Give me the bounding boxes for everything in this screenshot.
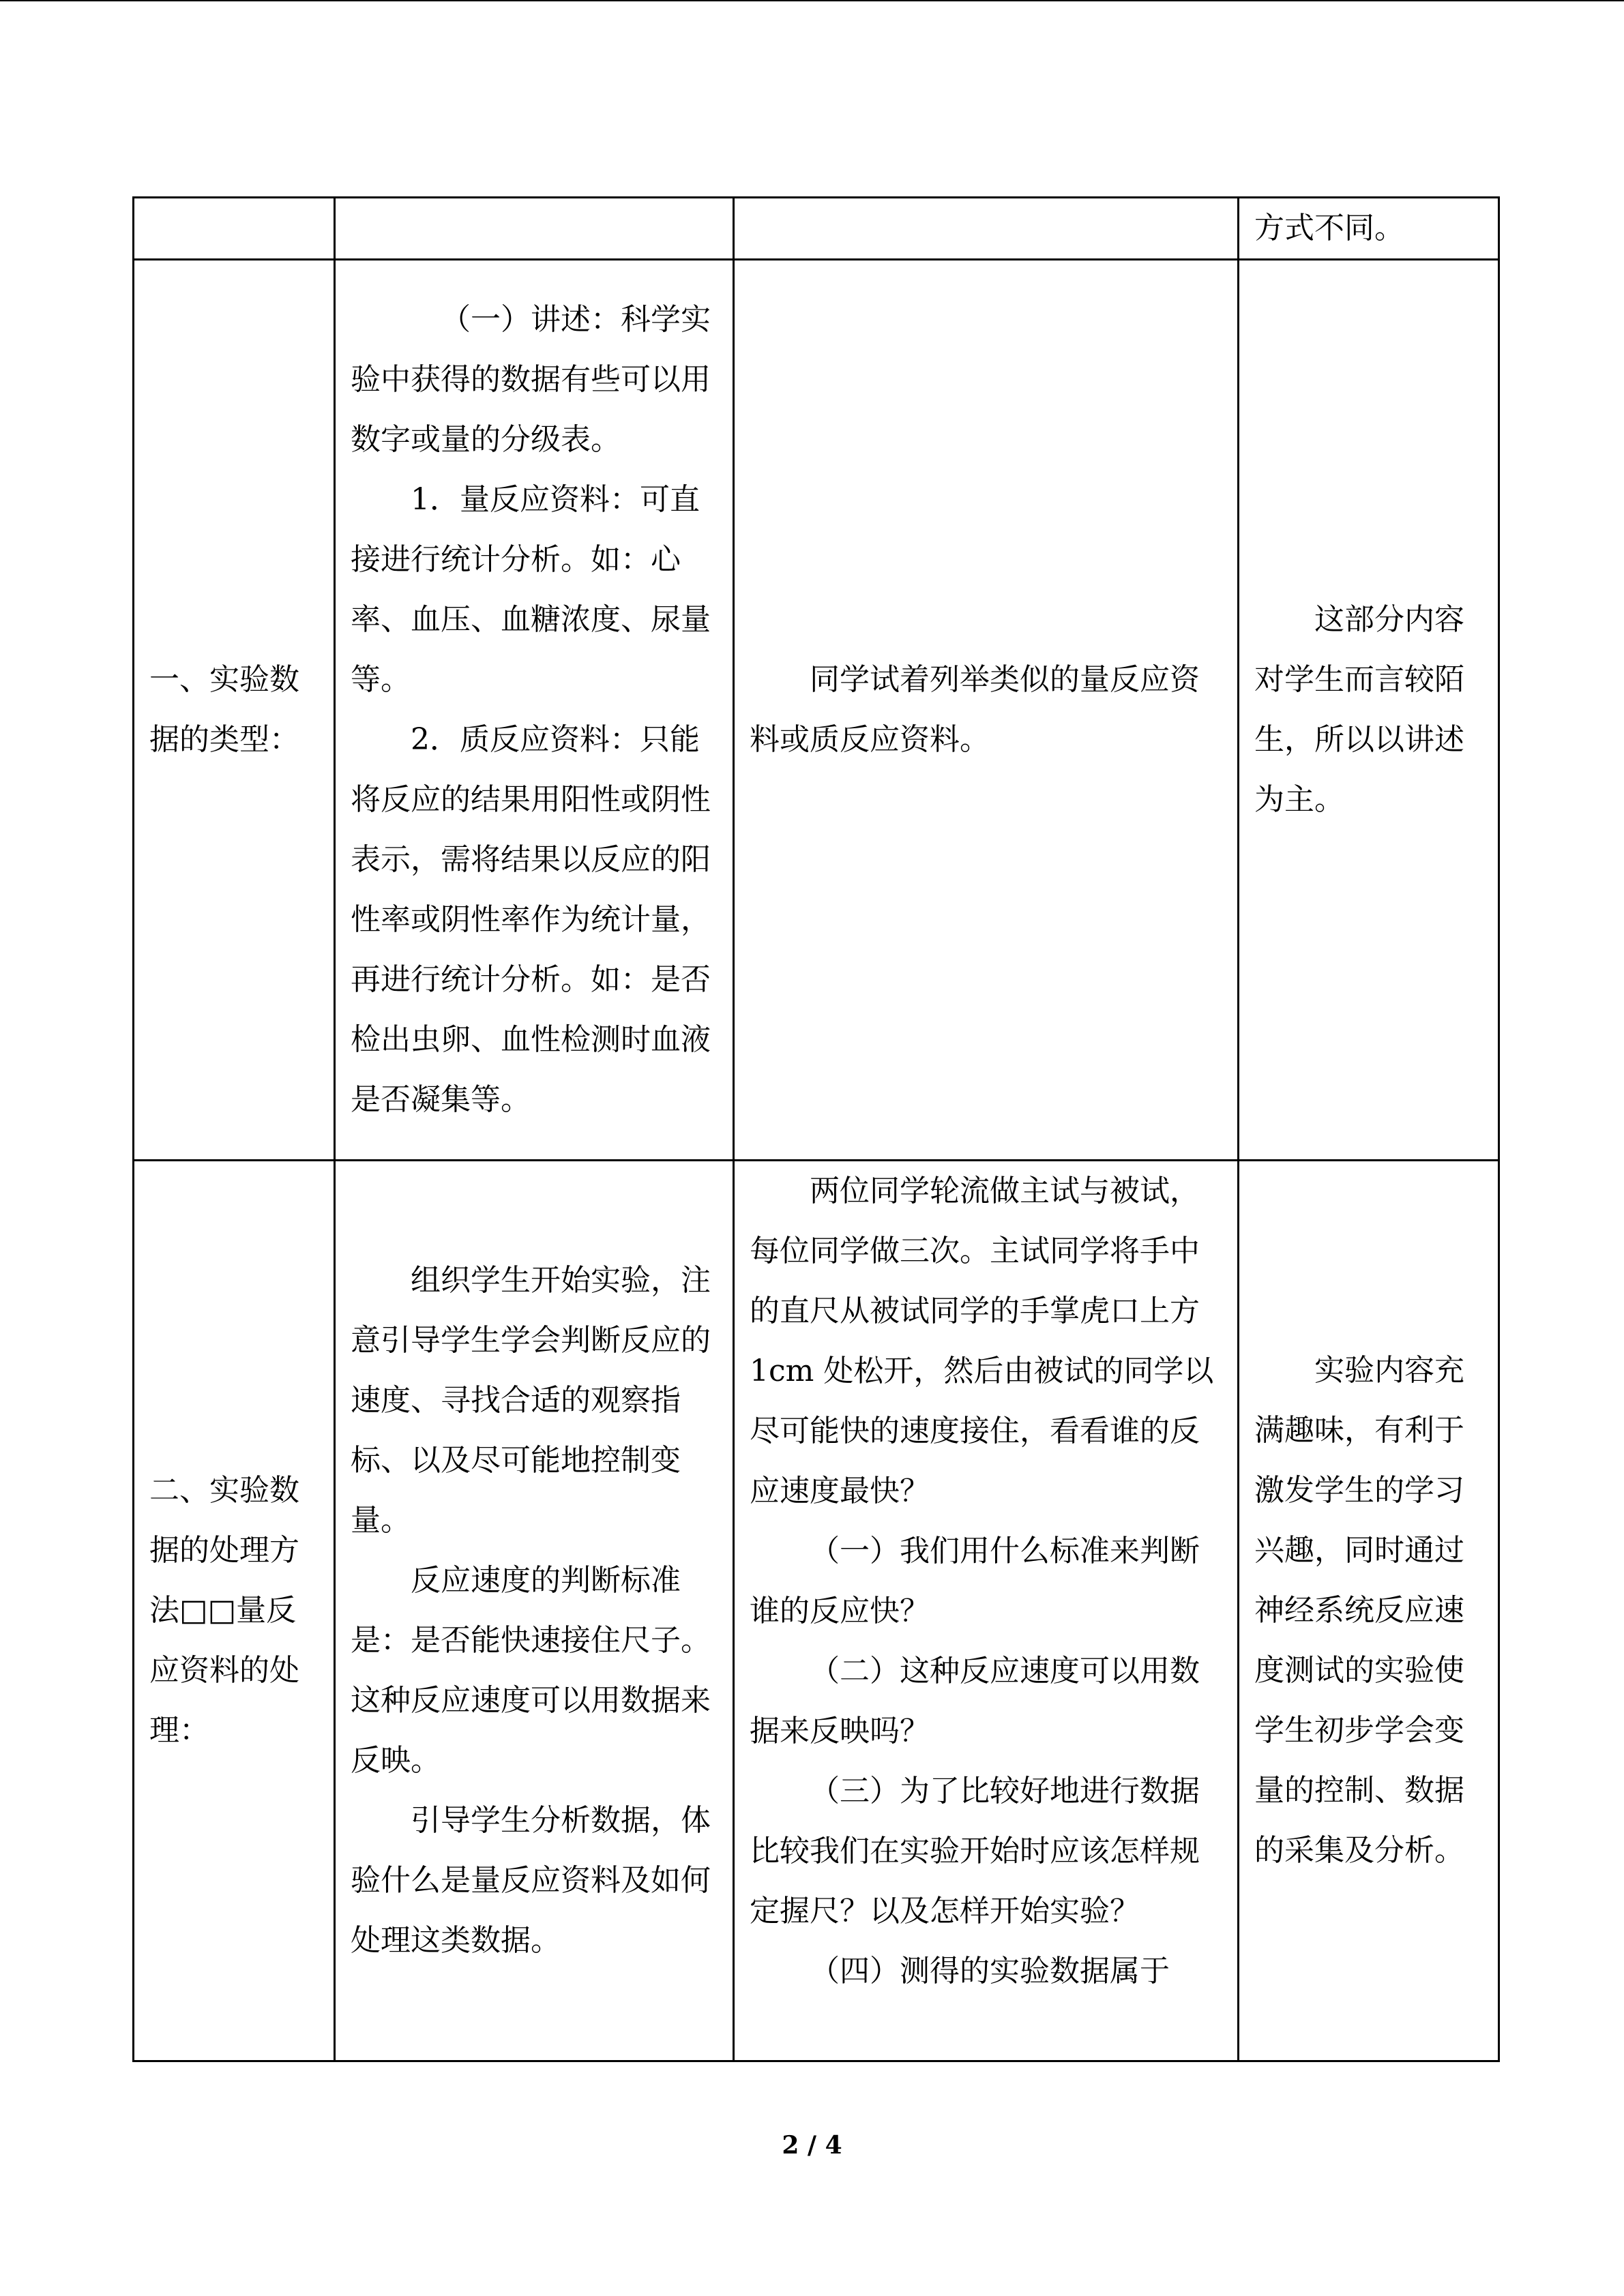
topic-cell	[134, 260, 335, 1161]
topic-cell	[134, 1161, 335, 2061]
teacher-paragraph: 引导学生分析数据，体验什么是量反应资料及如何处理这类数据。	[351, 1803, 711, 1958]
teacher-paragraph: 反应速度的判断标准是：是否能快速接住尺子。这种反应速度可以用数据来反映。	[351, 1563, 711, 1778]
top-border-line	[0, 0, 1624, 1]
design-intent-cell	[1239, 260, 1499, 1161]
teacher-activity-cell	[335, 198, 734, 260]
design-intent-cell	[1239, 1161, 1499, 2061]
teacher-paragraph: 1．量反应资料：可直接进行统计分析。如：心率、血压、血糖浓度、尿量等。	[351, 482, 711, 697]
table-row	[134, 1161, 1499, 2061]
teacher-paragraph: （一）讲述：科学实验中获得的数据有些可以用数字或量的分级表。	[351, 302, 711, 457]
student-paragraph: 同学试着列举类似的量反应资料或质反应资料。	[750, 662, 1200, 757]
lesson-plan-table	[132, 196, 1500, 2062]
design-intent-paragraph: 方式不同。	[1254, 211, 1404, 245]
table-row	[134, 198, 1499, 260]
student-activity-cell	[734, 198, 1239, 260]
student-activity-cell	[734, 260, 1239, 1161]
student-paragraph: 两位同学轮流做主试与被试，每位同学做三次。主试同学将手中的直尺从被试同学的手掌虎口上方 1cm 处松开，然后由被试的同学以尽可能快的速度接住，看看谁的反应速度最快？	[750, 1174, 1214, 1508]
student-paragraph: （三）为了比较好地进行数据比较我们在实验开始时应该怎样规定握尺？以及怎样开始实验？	[750, 1774, 1200, 1928]
teacher-activity-cell	[335, 260, 734, 1161]
topic-text: 二、实验数据的处理方法□□量反应资料的处理：	[149, 1473, 299, 1748]
design-intent-cell	[1239, 198, 1499, 260]
teacher-paragraph: 组织学生开始实验，注意引导学生学会判断反应的速度、寻找合适的观察指标、以及尽可能地控制变量。	[351, 1263, 711, 1538]
teacher-activity-cell	[335, 1161, 734, 2061]
page-number: 2 / 4	[782, 2131, 842, 2160]
topic-text: 一、实验数据的类型：	[149, 662, 299, 757]
student-activity-cell	[734, 1161, 1239, 2061]
student-paragraph: （四）测得的实验数据属于	[810, 1954, 1170, 1988]
design-intent-paragraph: 这部分内容对学生而言较陌生，所以以讲述为主。	[1254, 602, 1464, 817]
topic-cell	[134, 198, 335, 260]
design-intent-paragraph: 实验内容充满趣味，有利于激发学生的学习兴趣，同时通过神经系统反应速度测试的实验使学生初步学会变量的控制、数据的采集及分析。	[1254, 1353, 1464, 1868]
table-row	[134, 260, 1499, 1161]
student-paragraph: （二）这种反应速度可以用数据来反映吗？	[750, 1654, 1200, 1748]
teacher-paragraph: 2．质反应资料：只能将反应的结果用阳性或阴性表示，需将结果以反应的阳性率或阴性率作为统计量，再进行统计分析。如：是否检出虫卵、血性检测时血液是否凝集等。	[351, 722, 711, 1117]
student-paragraph: （一）我们用什么标准来判断谁的反应快？	[750, 1534, 1200, 1628]
